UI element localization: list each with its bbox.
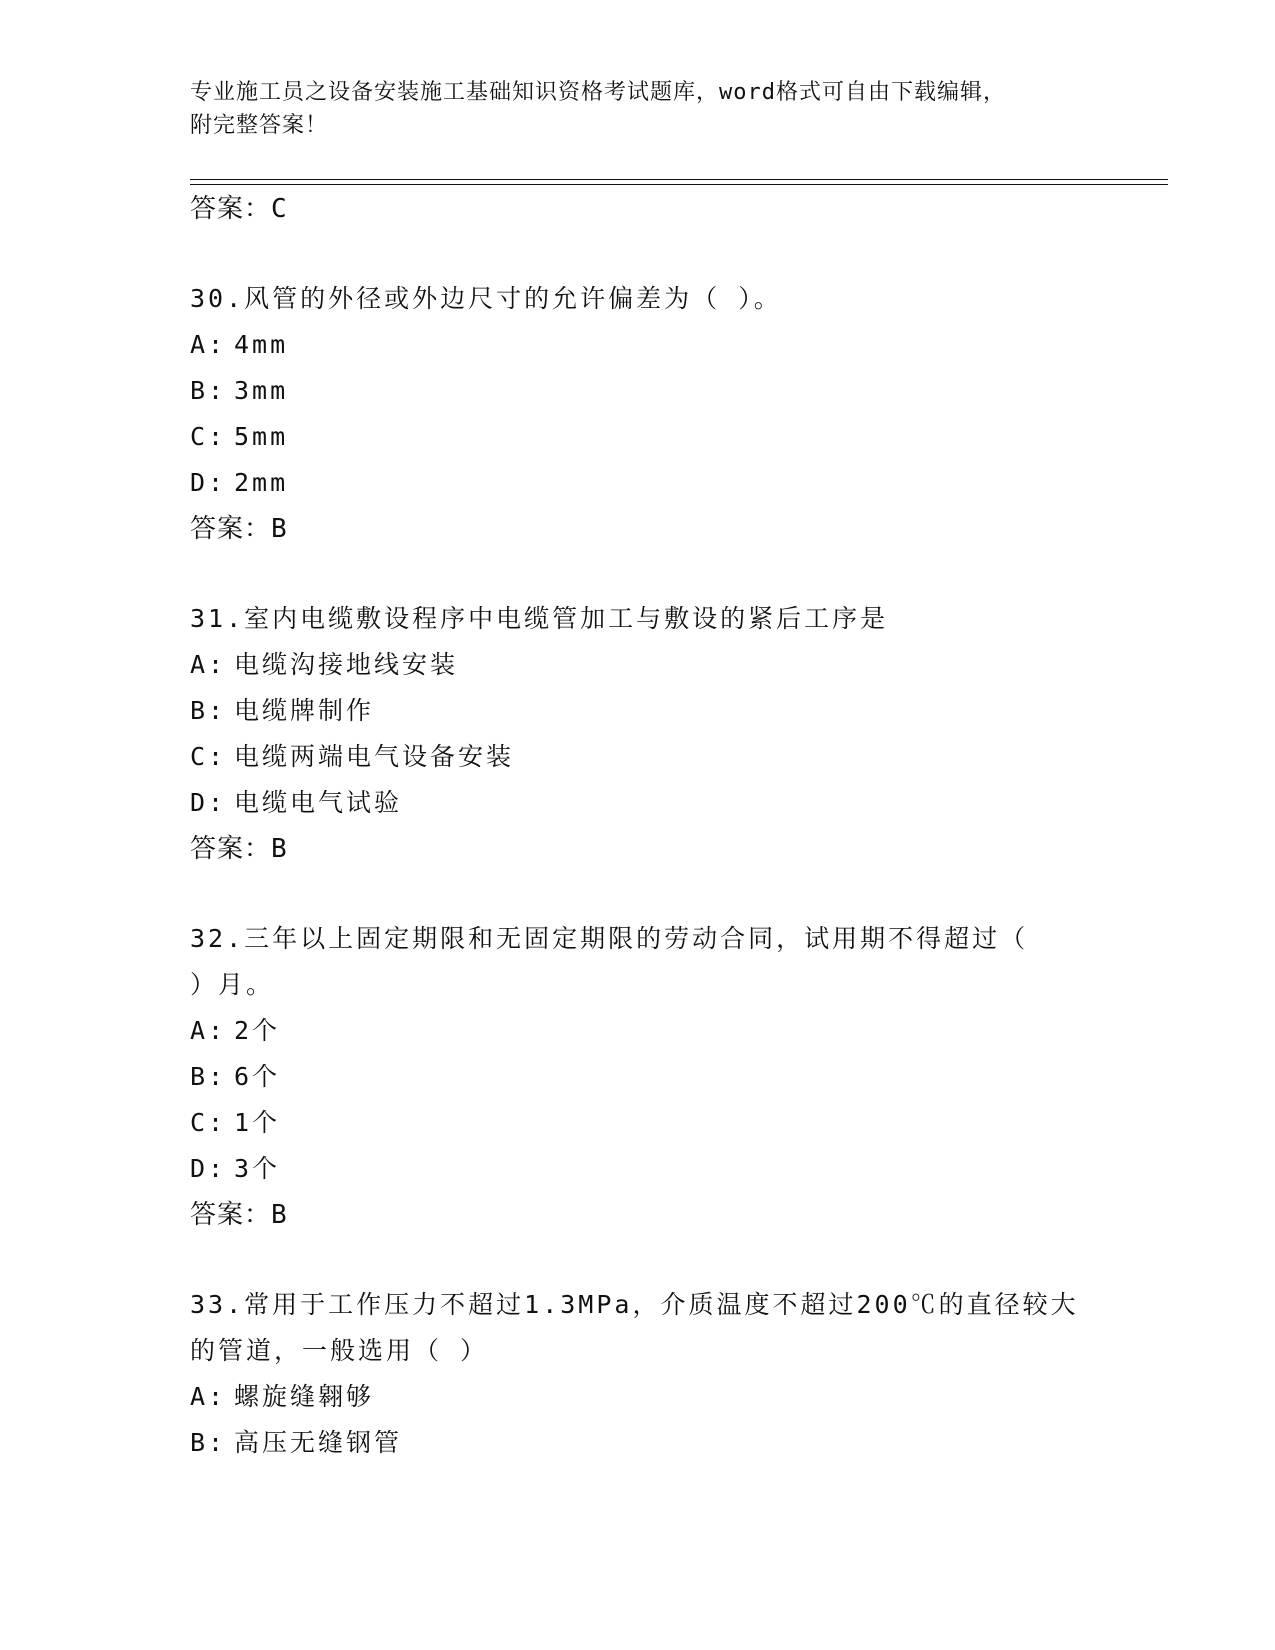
option-b <box>190 368 1150 414</box>
answer-line <box>190 826 1150 872</box>
question-text-line-2: 的管道，一般选用（ ） <box>190 1336 489 1365</box>
header-divider-bottom <box>190 184 1168 185</box>
option-text: 1个 <box>234 1108 281 1137</box>
answer-label: 答案： <box>190 1200 272 1230</box>
option-text: 电缆电气试验 <box>234 788 403 817</box>
option-text: 电缆牌制作 <box>234 696 375 725</box>
option-key: D: <box>190 1154 227 1183</box>
option-key: C: <box>190 1108 227 1137</box>
answer-value: C <box>271 194 288 224</box>
option-a <box>190 322 1150 368</box>
answer-label: 答案： <box>190 194 272 224</box>
question-text-line-1: 32.三年以上固定期限和无固定期限的劳动合同，试用期不得超过（ <box>190 924 1029 953</box>
answer-label: 答案： <box>190 514 272 544</box>
option-key: D: <box>190 788 227 817</box>
option-b <box>190 1420 1150 1466</box>
option-c <box>190 734 1150 780</box>
answer-line <box>190 186 1150 232</box>
option-key: B: <box>190 1062 227 1091</box>
option-text: 高压无缝钢管 <box>234 1428 403 1457</box>
question-text-line-1: 33.常用于工作压力不超过1.3MPa，介质温度不超过200℃的直径较大 <box>190 1290 1079 1319</box>
question-block <box>190 276 1150 552</box>
option-key: A: <box>190 330 227 359</box>
page-header <box>190 76 1090 142</box>
option-key: B: <box>190 1428 227 1457</box>
answer-value: B <box>271 514 288 544</box>
answer-line <box>190 1192 1150 1238</box>
option-text: 3个 <box>234 1154 281 1183</box>
answer-value: B <box>271 1200 288 1230</box>
option-text: 3mm <box>234 376 289 405</box>
answer-value: B <box>271 834 288 864</box>
option-text: 4mm <box>234 330 289 359</box>
option-key: B: <box>190 376 227 405</box>
option-a <box>190 1374 1150 1420</box>
option-d <box>190 780 1150 826</box>
option-key: A: <box>190 650 227 679</box>
question-block <box>190 596 1150 872</box>
question-list <box>190 186 1150 1466</box>
option-d <box>190 1146 1150 1192</box>
option-text: 电缆沟接地线安装 <box>234 650 459 679</box>
header-divider-top <box>190 179 1168 180</box>
answer-label: 答案： <box>190 834 272 864</box>
question-text: 30.风管的外径或外边尺寸的允许偏差为（ ）。 <box>190 284 782 313</box>
option-text: 2个 <box>234 1016 281 1045</box>
question-text: 31.室内电缆敷设程序中电缆管加工与敷设的紧后工序是 <box>190 604 889 633</box>
option-text: 2mm <box>234 468 289 497</box>
question-block <box>190 916 1150 1238</box>
question-text-line-2: ）月。 <box>190 970 275 999</box>
option-key: D: <box>190 468 227 497</box>
option-a <box>190 1008 1150 1054</box>
option-key: B: <box>190 696 227 725</box>
header-line-1: 专业施工员之设备安装施工基础知识资格考试题库，word格式可自由下载编辑， <box>190 80 1006 105</box>
option-key: C: <box>190 742 227 771</box>
option-text: 6个 <box>234 1062 281 1091</box>
header-line-2: 附完整答案！ <box>190 113 329 138</box>
option-text: 5mm <box>234 422 289 451</box>
option-key: C: <box>190 422 227 451</box>
option-key: A: <box>190 1016 227 1045</box>
option-key: A: <box>190 1382 227 1411</box>
option-b <box>190 688 1150 734</box>
answer-line <box>190 506 1150 552</box>
option-d <box>190 460 1150 506</box>
option-b <box>190 1054 1150 1100</box>
option-c <box>190 1100 1150 1146</box>
option-a <box>190 642 1150 688</box>
option-text: 螺旋缝翱够 <box>234 1382 375 1411</box>
option-c <box>190 414 1150 460</box>
option-text: 电缆两端电气设备安装 <box>234 742 515 771</box>
question-block <box>190 1282 1150 1466</box>
